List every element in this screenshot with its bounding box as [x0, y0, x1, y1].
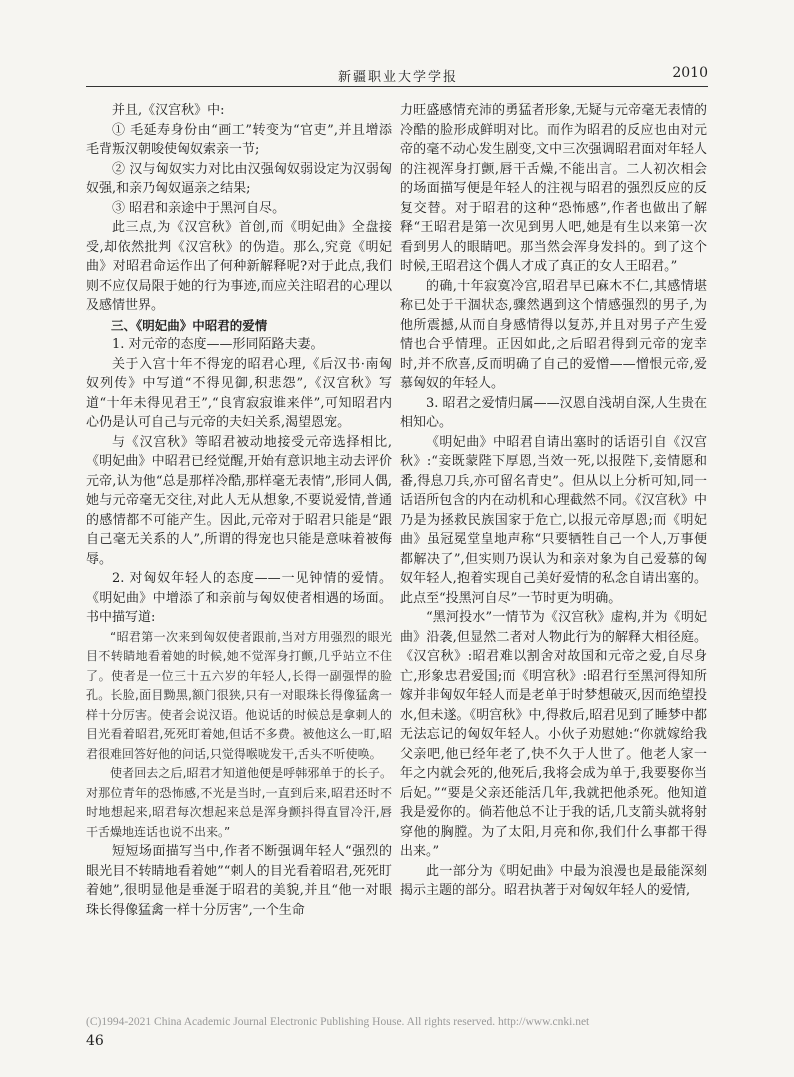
left-column-paragraph: ② 汉与匈奴实力对比由汉强匈奴弱设定为汉弱匈奴强,和亲乃匈奴逼亲之结果; [86, 161, 392, 196]
left-column-paragraph: “昭君第一次来到匈奴使者跟前,当对方用强烈的眼光目不转睛地看着她的时候,她不觉浑身打颤,几乎站立不住了。使者是一位三十五六岁的年轻人,长得一副强悍的脸孔。长脸,面目黝黑,额门很狭,只有一对眼珠长得像猛禽一样十分厉害。使者会说汉语。他说话的时候总是拿刺人的目光看着昭君,死死盯着她,但话不多费。被他这么一盯,昭君很难回答好他的问话,只觉得喉咙发干,舌头不听使唤。 [86, 629, 392, 761]
journal-title: 新疆职业大学学报 [338, 70, 459, 85]
publication-year: 2010 [672, 65, 708, 81]
left-column-paragraph: 与《汉宫秋》等昭君被动地接受元帝选择相比,《明妃曲》中昭君已经觉醒,开始有意识地主动去评价元帝,认为他“总是那样冷酷,那样毫无表情”,形同人偶,她与元帝毫无交往,对此人无从想象,不要说爱情,普通的感情都不可能产生。因此,元帝对于昭君只能是“跟自己毫无关系的人”,所谓的得宠也只能是意味着被侮辱。 [86, 434, 392, 567]
left-column-paragraph: 并且,《汉宫秋》中: [112, 103, 225, 118]
right-column-paragraph: “黑河投水”一情节为《汉宫秋》虚构,并为《明妃曲》沿袭,但显然二者对人物此行为的解释大相径庭。《汉宫秋》:昭君难以割舍对故国和元帝之爱,自尽身亡,形象忠君爱国;而《明宫秋》:昭君行至黑河得知所嫁并非匈奴年轻人而是老单于时梦想破灭,因而绝望投水,但未遂。《明宫秋》中,得救后,昭君见到了睡梦中都无法忘记的匈奴年轻人。小伙子劝慰她:“你就嫁给我父亲吧,他已经年老了,快不久于人世了。他老人家一年之内就会死的,他死后,我将会成为单于,我要娶你当后妃。”“要是父亲还能活几年,我就把他杀死。他知道我是爱你的。倘若他总不让于我的话,几支箭头就将射穿他的胸膛。为了太阳,月亮和你,我们什么事都干得出来。” [400, 610, 707, 859]
left-column-paragraph: 此三点,为《汉宫秋》首创,而《明妃曲》全盘接受,却依然批判《汉宫秋》的伪造。那么,究竟《明妃曲》对昭君命运作出了何种新解释呢?对于此点,我们则不应仅局限于她的行为事迹,而应关注昭君的心理以及感情世界。 [86, 220, 392, 313]
right-column-paragraph: 《明妃曲》中昭君自请出塞时的话语引自《汉宫秋》:“妾既蒙陛下厚恩,当效一死,以报陛下,妾情愿和番,得息刀兵,亦可留名青史”。但从以上分析可知,同一话语所包含的内在动机和心理截然不同。《汉宫秋》中乃是为拯救民族国家于危亡,以报元帝厚恩;而《明妃曲》虽冠冕堂皇地声称“只要牺牲自己一个人,万事便都解决了”,但实则乃误认为和亲对象为自己爱慕的匈奴年轻人,抱着实现自己美好爱情的私念自请出塞的。此点至“投黑河自尽”一节时更为明确。 [400, 434, 707, 606]
right-column [400, 101, 707, 901]
left-column-paragraph: ① 毛延寿身份由“画工”转变为“官吏”,并且增添毛背叛汉朝唆使匈奴索亲一节; [86, 122, 392, 157]
page-number: 46 [86, 1033, 104, 1049]
right-column-paragraph: 此一部分为《明妃曲》中最为浪漫也是最能深刻揭示主题的部分。昭君执著于对匈奴年轻人的爱情, [400, 863, 707, 898]
left-column-paragraph: 使者回去之后,昭君才知道他便是呼韩邪单于的长子。对那位青年的恐怖感,不光是当时,一直到后来,昭君还时不时地想起来,昭君每次想起来总是浑身颤抖得直冒冷汗,唇干舌燥地连话也说不出来。” [86, 766, 392, 839]
right-column-paragraph: 力旺盛感情充沛的勇猛者形象,无疑与元帝毫无表情的冷酷的脸形成鲜明对比。而作为昭君的反应也由对元帝的毫不动心发生剧变,文中三次强调昭君面对年轻人的注视浑身打颤,唇干舌燥,不能出言。二人初次相会的场面描写便是年轻人的注视与昭君的强烈反应的反复交替。对于昭君的这种“恐怖感”,作者也做出了解释“王昭君是第一次见到男人吧,她是有生以来第一次看到男人的眼睛吧。那当然会浑身发抖的。到了这个时候,王昭君这个偶人才成了真正的女人王昭君。” [400, 103, 707, 274]
left-column [86, 101, 392, 920]
left-column-paragraph: 2. 对匈奴年轻人的态度——一见钟情的爱情。《明妃曲》中增添了和亲前与匈奴使者相遇的场面。书中描写道: [86, 571, 392, 625]
running-header [86, 64, 708, 87]
copyright-footer: (C)1994-2021 China Academic Journal Electronic Publishing House. All rights reserved. http://www.cnki.net [86, 1016, 590, 1028]
left-column-paragraph: 短短场面描写当中,作者不断强调年轻人“强烈的眼光目不转睛地看着她”“刺人的目光看着昭君,死死盯着她”,很明显他是垂涎于昭君的美貌,并且“他一对眼珠长得像猛禽一样十分厉害”,一个生命 [86, 844, 392, 918]
left-column-paragraph: ③ 昭君和亲途中于黑河自尽。 [112, 200, 286, 216]
left-column-paragraph: 1. 对元帝的态度——形同陌路夫妻。 [112, 337, 324, 352]
left-column-paragraph: 关于入宫十年不得宠的昭君心理,《后汉书·南匈奴列传》中写道“不得见御,积悲怨”,《汉宫秋》写道“十年未得见君王”,“良宵寂寂谁来伴”,可知昭君内心仍是认可自己与元帝的夫妇关系,渴望恩宠。 [86, 356, 392, 430]
right-column-paragraph: 的确,十年寂寞冷宫,昭君早已麻木不仁,其感情堪称已处于干涸状态,骤然遇到这个情感强烈的男子,为他所震撼,从而自身感情得以复苏,并且对男子产生爱情也合乎情理。正因如此,之后昭君得到元帝的宠幸时,并不欣喜,反而明确了自己的爱憎——憎恨元帝,爱慕匈奴的年轻人。 [400, 278, 707, 391]
right-column-paragraph: 3. 昭君之爱情归属——汉恩自浅胡自深,人生贵在相知心。 [400, 395, 707, 430]
left-column-paragraph: 三、《明妃曲》中昭君的爱情 [111, 317, 268, 333]
